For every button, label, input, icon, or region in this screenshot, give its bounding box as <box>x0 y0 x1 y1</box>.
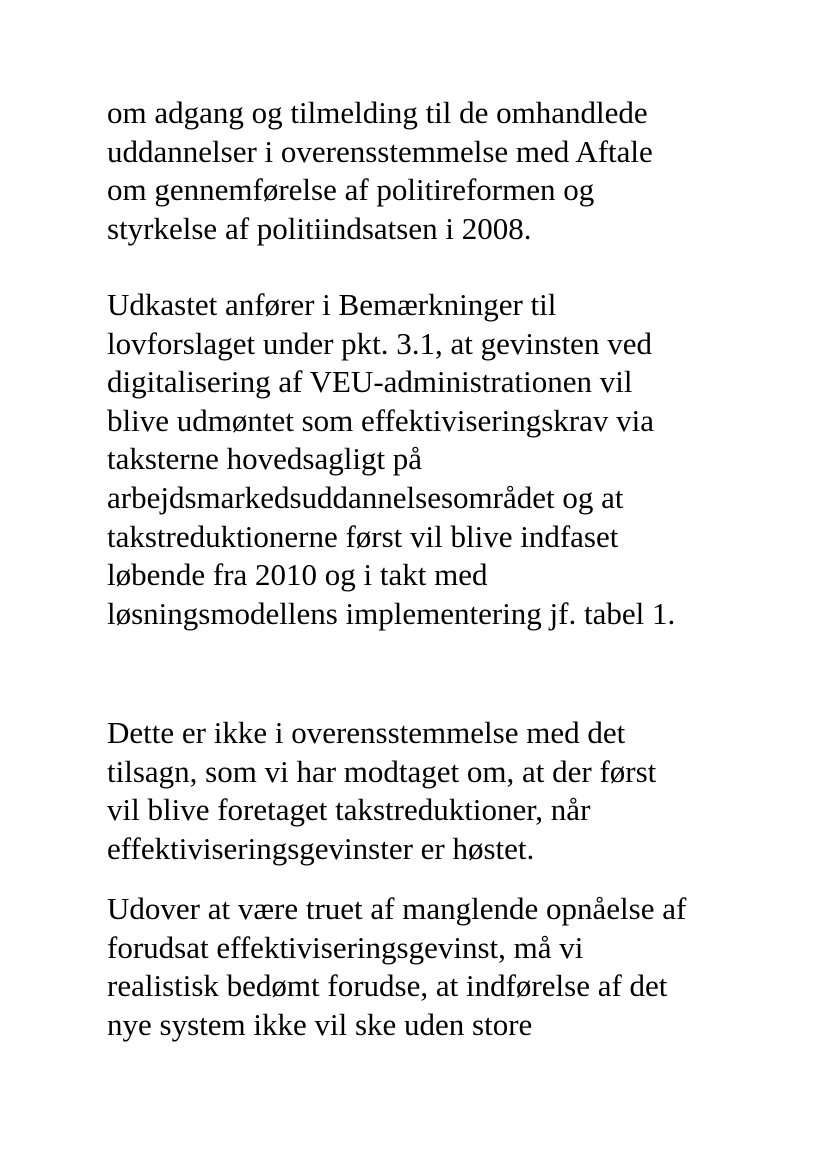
text-line: Dette er ikke i overensstemmelse med det <box>107 715 626 750</box>
text-line: tilsagn, som vi har modtaget om, at der først <box>107 753 657 789</box>
text-line: nye system ikke vil ske uden store <box>107 1006 533 1042</box>
text-line: arbejdsmarkedsuddannelsesområdet og at <box>107 479 624 515</box>
text-line: effektiviseringsgevinster er høstet. <box>107 830 535 866</box>
text-line: takstreduktionerne først vil blive indfaset <box>107 518 619 554</box>
text-line: realistisk bedømt forudse, at indførelse af det <box>107 968 668 1004</box>
text-line: lovforslaget under pkt. 3.1, at gevinsten ved <box>107 325 652 361</box>
paragraph-3 <box>107 714 807 868</box>
text-line: om adgang og tilmelding til de omhandlede <box>107 95 648 130</box>
paragraph-2 <box>107 286 807 633</box>
text-line: løsningsmodellens implementering jf. tabel 1. <box>107 595 676 631</box>
text-line: Udover at være truet af manglende opnåelse af <box>107 891 687 926</box>
paragraph-1 <box>107 94 807 248</box>
text-line: om gennemførelse af politireformen og <box>107 172 595 208</box>
text-line: uddannelser i overensstemmelse med Aftale <box>107 133 653 169</box>
text-line: digitalisering af VEU-administrationen vil <box>107 364 633 400</box>
text-line: taksterne hovedsagligt på <box>107 441 423 477</box>
text-line: blive udmøntet som effektiviseringskrav via <box>107 402 654 438</box>
text-line: løbende fra 2010 og i takt med <box>107 557 488 593</box>
text-line: Udkastet anfører i Bemærkninger til <box>107 287 557 322</box>
text-line: forudsat effektiviseringsgevinst, må vi <box>107 929 584 965</box>
paragraph-4 <box>107 890 807 1044</box>
text-line: vil blive foretaget takstreduktioner, når <box>107 792 591 828</box>
text-line: styrkelse af politiindsatsen i 2008. <box>107 210 532 246</box>
